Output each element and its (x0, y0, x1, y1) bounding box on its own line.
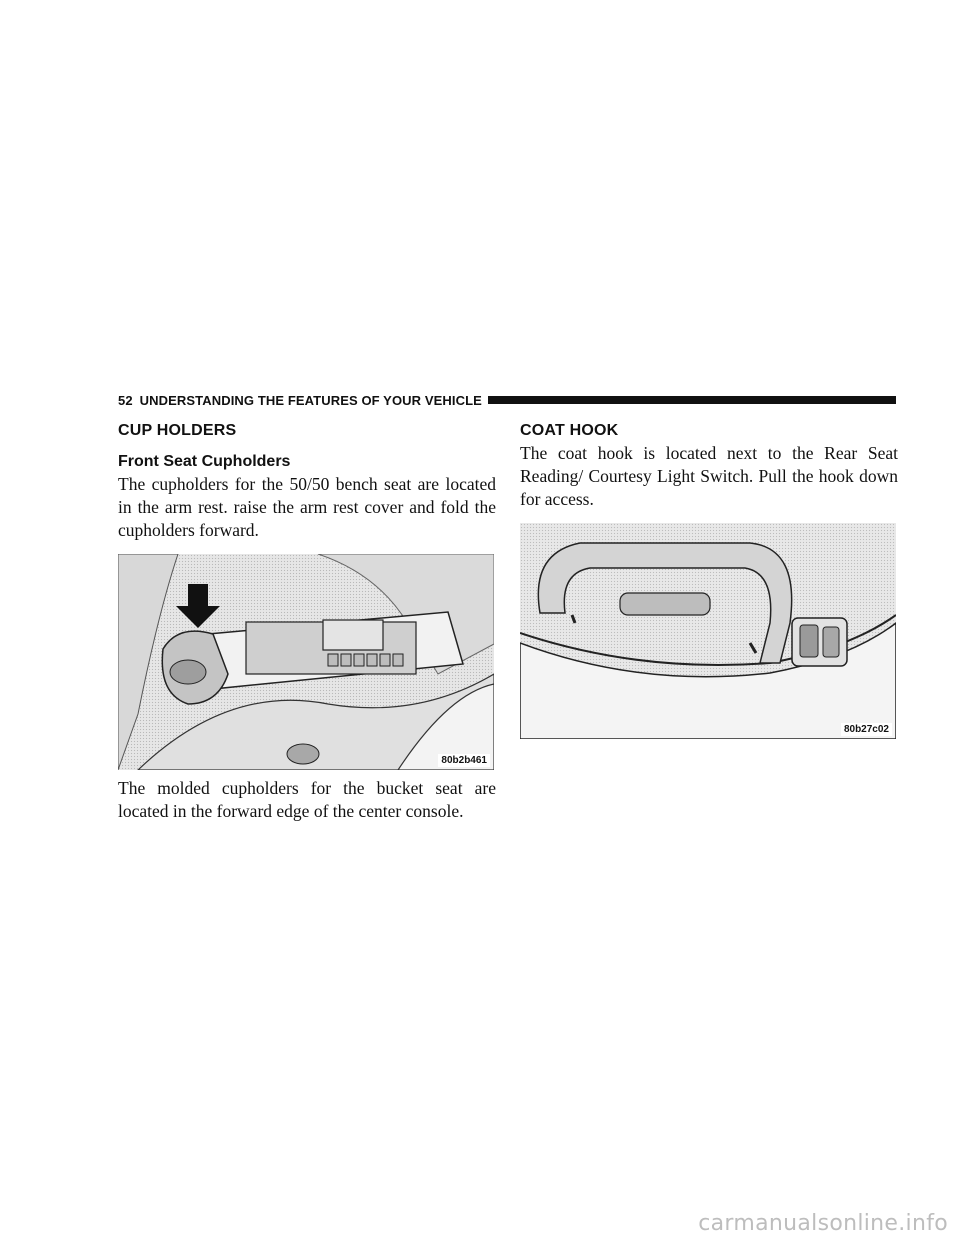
right-column (520, 420, 898, 739)
coat-hook-illustration (520, 523, 896, 739)
armrest-cupholder-figure (118, 554, 494, 770)
coat-hook-heading: COAT HOOK (520, 422, 619, 439)
front-seat-cupholders-subheading: Front Seat Cupholders (118, 453, 291, 470)
cupholders-paragraph-1: The cupholders for the 50/50 bench seat are located in the arm rest. raise the arm rest cover and fold the cupholders forward. (118, 474, 496, 540)
cup-holders-heading: CUP HOLDERS (118, 422, 237, 439)
running-title: UNDERSTANDING THE FEATURES OF YOUR VEHICLE (139, 392, 482, 408)
armrest-illustration (118, 554, 494, 770)
coat-hook-paragraph: The coat hook is located next to the Rear Seat Reading/ Courtesy Light Switch. Pull the hook down for access. (520, 443, 898, 509)
left-column (118, 420, 496, 823)
figure-code: 80b27c02 (841, 723, 892, 736)
running-header (118, 390, 896, 410)
page-number: 52 (118, 392, 133, 408)
watermark: carmanualsonline.info (698, 1211, 948, 1236)
header-rule (488, 396, 896, 404)
figure-code: 80b2b461 (438, 754, 490, 767)
coat-hook-figure (520, 523, 896, 739)
cupholders-paragraph-2: The molded cupholders for the bucket seat are located in the forward edge of the center console. (118, 778, 496, 821)
